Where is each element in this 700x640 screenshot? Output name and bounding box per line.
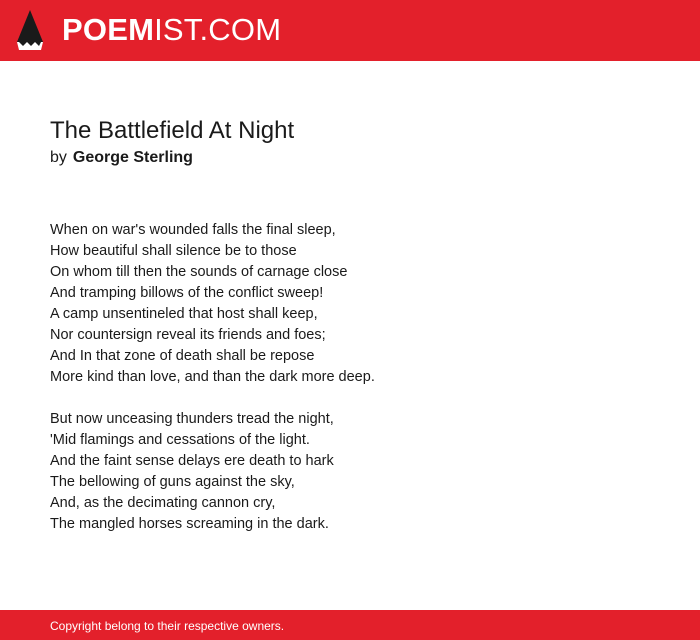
poem-line: The bellowing of guns against the sky, bbox=[50, 474, 295, 490]
poem-line: And, as the decimating cannon cry, bbox=[50, 495, 276, 511]
poem-line: And tramping billows of the conflict sweep! bbox=[50, 285, 324, 301]
poem-line: And In that zone of death shall be repose bbox=[50, 348, 315, 364]
poem-line: Nor countersign reveal its friends and foes; bbox=[50, 327, 326, 343]
poem-line: More kind than love, and than the dark more deep. bbox=[50, 369, 375, 385]
pencil-tip-icon[interactable] bbox=[17, 10, 43, 52]
poem-body bbox=[50, 220, 670, 535]
poem-content bbox=[50, 116, 670, 556]
byline-by-label: by bbox=[50, 149, 67, 166]
poem-line: The mangled horses screaming in the dark. bbox=[50, 516, 329, 532]
byline bbox=[50, 147, 670, 169]
stanza-1 bbox=[50, 220, 670, 388]
poem-line: On whom till then the sounds of carnage close bbox=[50, 264, 348, 280]
poem-title: The Battlefield At Night bbox=[50, 117, 295, 144]
poem-line: A camp unsentineled that host shall keep, bbox=[50, 306, 318, 322]
poem-line: And the faint sense delays ere death to hark bbox=[50, 453, 334, 469]
author-name[interactable]: George Sterling bbox=[72, 149, 193, 166]
poem-line: When on war's wounded falls the final sleep, bbox=[50, 222, 336, 238]
site-header bbox=[0, 0, 700, 61]
poem-line: 'Mid flamings and cessations of the light. bbox=[50, 432, 310, 448]
site-footer bbox=[0, 610, 700, 640]
brand-bold: POEM bbox=[62, 12, 155, 47]
poem-line: How beautiful shall silence be to those bbox=[50, 243, 297, 259]
copyright-notice: Copyright belong to their respective owners. bbox=[50, 619, 285, 633]
stanza-2 bbox=[50, 409, 670, 535]
site-logo-text[interactable] bbox=[62, 12, 281, 48]
brand-light: IST.COM bbox=[154, 12, 282, 47]
poem-line: But now unceasing thunders tread the night, bbox=[50, 411, 334, 427]
